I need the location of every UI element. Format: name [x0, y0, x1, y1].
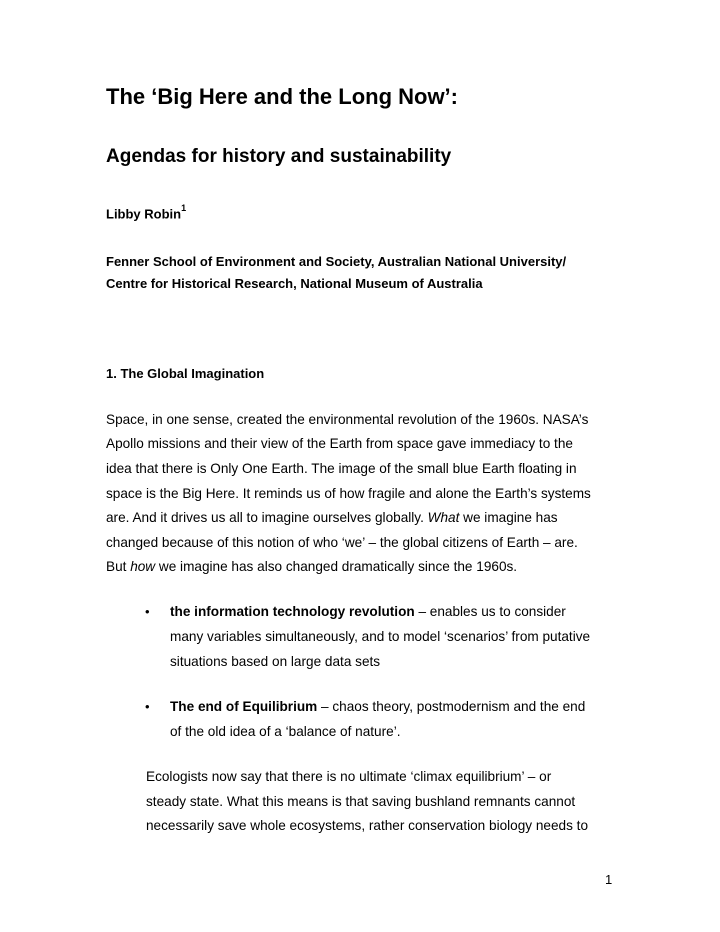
section-heading: 1. The Global Imagination	[106, 366, 265, 381]
text-run: – enables us to consider	[414, 604, 566, 619]
bold-run: The end of Equilibrium	[170, 699, 318, 714]
paragraph-line: Space, in one sense, created the environmental revolution of the 1960s. NASA’s	[106, 412, 589, 427]
document-title: The ‘Big Here and the Long Now’:	[106, 84, 458, 109]
text-run: – chaos theory, postmodernism and the end	[317, 699, 586, 714]
paragraph-line: Ecologists now say that there is no ultimate ‘climax equilibrium’ – or	[146, 769, 552, 784]
affiliation-line-1: Fenner School of Environment and Society, Australian National University/	[106, 254, 567, 269]
paragraph-line	[106, 510, 558, 525]
author-name: Libby Robin	[106, 206, 182, 222]
italic-run: how	[130, 559, 156, 574]
paragraph-line: Apollo missions and their view of the Earth from space gave immediacy to the	[106, 436, 573, 451]
text-run: we imagine has also changed dramatically since the 1960s.	[155, 559, 518, 574]
bullet-line: situations based on large data sets	[170, 654, 381, 669]
bold-run: the information technology revolution	[170, 604, 415, 619]
paragraph-line: changed because of this notion of who ‘we’ – the global citizens of Earth – are.	[106, 535, 578, 550]
paragraph-line: idea that there is Only One Earth. The image of the small blue Earth floating in	[106, 461, 577, 476]
bullet-line	[170, 699, 585, 714]
italic-run: What	[427, 510, 460, 525]
bullet-line	[170, 604, 566, 619]
document-subtitle: Agendas for history and sustainability	[106, 146, 452, 167]
text-run: But	[106, 559, 131, 574]
paragraph-line: steady state. What this means is that saving bushland remnants cannot	[146, 794, 576, 809]
paragraph-line: space is the Big Here. It reminds us of how fragile and alone the Earth’s systems	[106, 486, 591, 501]
bullet-line: of the old idea of a ‘balance of nature’.	[170, 724, 401, 739]
page-number: 1	[605, 872, 613, 887]
paragraph-line	[106, 559, 517, 574]
text-run: are. And it drives us all to imagine ourselves globally.	[106, 510, 428, 525]
bullet-line: many variables simultaneously, and to model ‘scenarios’ from putative	[170, 629, 591, 644]
bullet-icon: •	[145, 699, 150, 714]
author-line	[106, 205, 186, 221]
affiliation-line-2: Centre for Historical Research, National Museum of Australia	[106, 276, 483, 291]
text-run: we imagine has	[459, 510, 558, 525]
bullet-icon: •	[145, 604, 150, 619]
paragraph-line: necessarily save whole ecosystems, rather conservation biology needs to	[146, 818, 589, 833]
footnote-mark: 1	[181, 203, 187, 213]
